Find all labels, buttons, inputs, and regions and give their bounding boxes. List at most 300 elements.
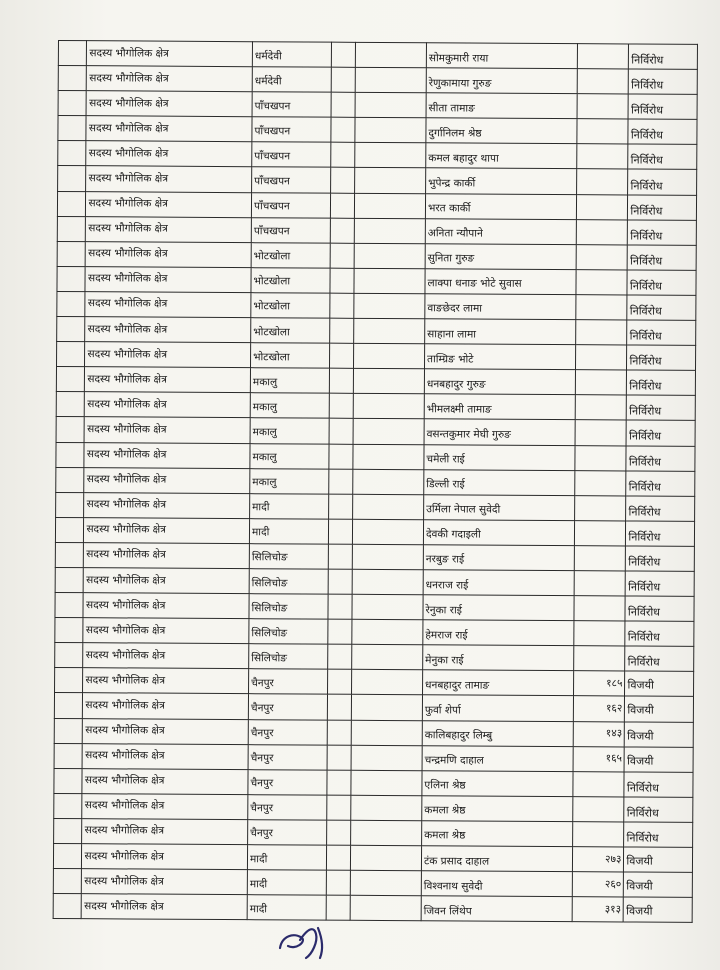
empty-cell — [329, 393, 353, 418]
table-row — [56, 392, 695, 421]
result-status: निर्विरोध — [628, 580, 661, 594]
empty-cell — [327, 720, 351, 745]
place-text: सिलिचोङ — [251, 576, 288, 589]
post-text: सदस्य भौगोलिक क्षेत्र — [86, 448, 167, 461]
empty-cell — [351, 795, 422, 821]
post-text: सदस्य भौगोलिक क्षेत्र — [84, 874, 164, 888]
table-row — [55, 542, 694, 571]
result-cell — [629, 44, 698, 70]
post-text: सदस्य भौगोलिक क्षेत्र — [86, 548, 166, 562]
post-cell — [85, 292, 251, 318]
place-text: मकालु — [252, 476, 277, 489]
votes-cell — [574, 546, 626, 571]
empty-cell — [328, 569, 352, 594]
table-row — [56, 467, 695, 496]
place-text: पाँचखपन — [253, 225, 290, 238]
candidate-name: टंक प्रसाद दाहाल — [423, 854, 490, 868]
votes-count: ३१३ — [604, 903, 622, 916]
votes-cell — [576, 219, 628, 244]
candidate-name-cell — [425, 243, 576, 269]
empty-cell — [329, 419, 353, 444]
place-text: मादी — [252, 501, 270, 514]
candidate-name-cell — [424, 369, 575, 395]
place-text: चैनपुर — [251, 677, 274, 690]
place-text: चैनपुर — [250, 802, 274, 815]
table-row — [57, 266, 696, 295]
empty-cell — [328, 619, 352, 644]
table-row — [56, 367, 695, 396]
post-text: सदस्य भौगोलिक क्षेत्र — [86, 573, 166, 587]
candidate-name-cell — [422, 796, 573, 822]
empty-cell — [355, 143, 426, 169]
candidate-name-cell — [421, 896, 572, 922]
empty-cell — [354, 243, 425, 269]
votes-cell — [576, 295, 628, 320]
empty-cell — [352, 645, 423, 671]
empty-cell — [354, 293, 425, 319]
table-row — [58, 91, 697, 120]
table-row — [58, 141, 697, 170]
empty-cell — [352, 720, 423, 746]
post-cell — [86, 241, 252, 267]
candidate-name: उर्मिला नेपाल सुवेदी — [426, 503, 501, 516]
table-row — [57, 317, 696, 346]
serial-cell — [57, 241, 86, 266]
candidate-name-cell — [425, 193, 576, 219]
votes-cell — [577, 44, 629, 69]
handwritten-signature — [272, 918, 342, 960]
empty-cell — [330, 268, 354, 293]
result-cell — [626, 445, 695, 471]
post-cell — [85, 317, 251, 343]
place-cell — [251, 268, 330, 294]
post-text: सदस्य भौगोलिक क्षेत्र — [87, 347, 168, 361]
votes-cell — [577, 94, 629, 119]
result-status: विजयी — [626, 754, 654, 768]
result-status: विजयी — [626, 854, 653, 868]
candidate-name-cell — [424, 344, 575, 370]
serial-cell — [57, 291, 86, 316]
place-text: सिलिचोङ — [251, 551, 288, 564]
candidate-name-cell — [421, 846, 572, 872]
result-cell — [624, 897, 693, 923]
votes-cell — [574, 495, 626, 520]
empty-cell — [353, 494, 424, 520]
result-cell — [628, 195, 697, 221]
result-status: निर्विरोध — [630, 103, 664, 117]
result-cell — [625, 722, 694, 748]
empty-cell — [330, 218, 354, 243]
candidate-name-cell — [426, 168, 577, 194]
serial-cell — [56, 367, 85, 392]
place-cell — [252, 92, 331, 118]
table-row — [57, 342, 696, 371]
empty-cell — [327, 745, 351, 770]
place-text: मकालु — [252, 375, 278, 389]
table-row — [54, 768, 693, 797]
empty-cell — [353, 444, 424, 470]
table-row — [55, 668, 694, 697]
candidate-name: सीता तामाङ — [428, 101, 475, 115]
post-text: सदस्य भौगोलिक क्षेत्र — [88, 172, 169, 185]
serial-cell — [57, 216, 86, 241]
serial-cell — [54, 693, 83, 718]
place-text: पाँचखपन — [254, 125, 291, 138]
post-cell — [84, 568, 250, 594]
place-text: मादी — [249, 852, 268, 865]
result-status: विजयी — [627, 703, 654, 718]
place-cell — [250, 393, 329, 419]
table-row — [56, 417, 695, 446]
empty-cell — [354, 343, 425, 369]
serial-cell — [58, 41, 87, 66]
votes-cell — [576, 244, 628, 269]
result-status: निर्विरोध — [631, 53, 664, 67]
post-text: सदस्य भौगोलिक क्षेत्र — [85, 724, 165, 737]
votes-count: १६५ — [605, 752, 623, 765]
place-text: चैनपुर — [250, 777, 274, 790]
table-row — [55, 567, 694, 596]
place-text: सिलिचोङ — [251, 651, 288, 665]
post-cell — [85, 417, 251, 443]
candidate-name-cell — [425, 269, 576, 295]
table-row — [55, 593, 694, 622]
candidate-name: चन्द्रमणि दाहाल — [424, 754, 484, 767]
candidate-name-cell — [426, 43, 577, 69]
candidate-name: साहाना लामा — [427, 327, 477, 341]
post-cell — [85, 392, 251, 418]
serial-cell — [56, 492, 85, 517]
empty-cell — [331, 143, 355, 168]
result-status: निर्विरोध — [629, 279, 663, 293]
candidate-name: डिल्ली राई — [426, 478, 465, 491]
place-cell — [250, 443, 329, 469]
result-cell — [624, 797, 693, 823]
result-cell — [624, 847, 693, 873]
serial-cell — [58, 116, 87, 141]
post-text: सदस्य भौगोलिक क्षेत्र — [86, 523, 166, 536]
votes-cell — [575, 370, 627, 395]
post-cell — [84, 517, 250, 543]
empty-cell — [354, 394, 425, 420]
votes-cell — [573, 696, 625, 721]
empty-cell — [327, 795, 351, 820]
result-status: निर्विरोध — [630, 128, 663, 143]
post-cell — [83, 593, 249, 619]
votes-cell — [577, 69, 629, 94]
serial-cell — [55, 593, 84, 618]
empty-cell — [328, 670, 352, 695]
candidate-name: धनराज राई — [425, 578, 469, 592]
table-row — [58, 41, 697, 70]
empty-cell — [328, 594, 352, 619]
result-cell — [625, 696, 694, 722]
results-table-body — [53, 41, 697, 923]
empty-cell — [351, 845, 422, 871]
votes-cell — [572, 822, 624, 847]
result-cell — [628, 245, 697, 271]
candidate-name: लाक्पा धनाङ भोटे सुवास — [427, 277, 522, 291]
empty-cell — [355, 193, 426, 219]
candidate-name: भीमलक्ष्मी तामाङ — [426, 403, 492, 416]
empty-cell — [351, 745, 422, 771]
candidate-name-cell — [423, 570, 574, 596]
empty-cell — [352, 569, 423, 595]
votes-cell — [572, 897, 624, 922]
serial-cell — [57, 266, 86, 291]
candidate-name-cell — [422, 670, 573, 696]
place-text: सिलिचोङ — [251, 626, 288, 640]
candidate-name: भरत कार्की — [427, 202, 471, 215]
votes-cell — [576, 194, 628, 219]
place-text: मादी — [249, 877, 268, 890]
votes-cell — [574, 470, 626, 495]
post-text: सदस्य भौगोलिक क्षेत्र — [88, 147, 169, 160]
result-status: निर्विरोध — [628, 455, 661, 469]
place-text: भोटखोला — [253, 350, 290, 364]
table-row — [54, 793, 693, 822]
candidate-name-cell — [423, 645, 574, 671]
result-cell — [626, 420, 695, 446]
candidate-name-cell — [423, 520, 574, 546]
post-cell — [87, 66, 253, 92]
place-cell — [248, 744, 327, 770]
candidate-name: विश्वनाथ सुवेदी — [423, 879, 483, 893]
post-cell — [85, 367, 251, 393]
serial-cell — [53, 843, 82, 868]
post-text: सदस्य भौगोलिक क्षेत्र — [85, 598, 166, 612]
serial-cell — [56, 467, 85, 492]
post-cell — [83, 693, 249, 719]
post-text: सदस्य भौगोलिक क्षेत्र — [87, 322, 168, 336]
result-cell — [627, 320, 696, 346]
result-cell — [627, 270, 696, 296]
candidate-name-cell — [423, 595, 574, 621]
post-cell — [87, 91, 253, 117]
result-status: निर्विरोध — [630, 153, 663, 168]
table-row — [57, 291, 696, 320]
empty-cell — [351, 870, 422, 896]
votes-cell — [574, 571, 626, 596]
place-cell — [249, 644, 328, 670]
table-row — [54, 818, 693, 847]
post-cell — [82, 793, 248, 819]
post-text: सदस्य भौगोलिक क्षेत्र — [87, 398, 167, 411]
post-text: सदस्य भौगोलिक क्षेत्र — [88, 197, 168, 210]
place-text: भोटखोला — [253, 250, 291, 263]
empty-cell — [356, 67, 427, 93]
place-cell — [252, 42, 331, 68]
candidate-name: वाङछेदर लामा — [427, 302, 483, 316]
empty-cell — [353, 469, 424, 495]
serial-cell — [53, 869, 82, 894]
serial-cell — [58, 66, 87, 91]
candidate-name: नरबुङ राई — [425, 553, 465, 566]
result-cell — [624, 872, 693, 898]
candidate-name-cell — [424, 444, 575, 470]
candidate-name-cell — [426, 118, 577, 144]
votes-count: २७३ — [605, 852, 622, 866]
post-text: सदस्य भौगोलिक क्षेत्र — [85, 749, 165, 762]
candidate-name-cell — [424, 469, 575, 495]
place-text: चैनपुर — [250, 827, 273, 840]
candidate-name: वसन्तकुमार मेघी गुरुङ — [426, 428, 511, 441]
post-cell — [82, 869, 248, 895]
post-cell — [86, 166, 252, 192]
result-status: विजयी — [626, 879, 653, 893]
empty-cell — [331, 193, 355, 218]
empty-cell — [355, 93, 426, 119]
table-row — [57, 191, 696, 220]
candidate-name: रेणुकामाया गुरुङ — [428, 76, 492, 90]
candidate-name: देवकी गदाइली — [425, 528, 481, 541]
post-cell — [82, 768, 248, 794]
candidate-name: कमला श्रेष्ठ — [424, 804, 466, 817]
table-row — [57, 241, 696, 270]
votes-cell — [576, 169, 628, 194]
post-text: सदस्य भौगोलिक क्षेत्र — [85, 699, 165, 712]
post-cell — [83, 668, 249, 694]
place-cell — [247, 895, 326, 921]
candidate-name-cell — [425, 319, 576, 345]
place-text: धर्मदेवी — [254, 74, 282, 88]
place-cell — [250, 418, 329, 444]
table-row — [58, 116, 697, 145]
empty-cell — [326, 895, 350, 920]
serial-cell — [55, 517, 84, 542]
result-cell — [626, 496, 695, 522]
table-row — [54, 718, 693, 747]
result-cell — [628, 94, 697, 120]
result-status: विजयी — [626, 904, 653, 918]
empty-cell — [327, 845, 351, 870]
place-text: चैनपुर — [250, 702, 274, 715]
place-text: मकालु — [252, 426, 277, 439]
empty-cell — [355, 218, 426, 244]
table-row — [54, 693, 693, 722]
place-cell — [252, 142, 331, 168]
empty-cell — [351, 820, 422, 846]
empty-cell — [327, 695, 351, 720]
result-cell — [627, 395, 696, 421]
result-status: निर्विरोध — [628, 530, 661, 544]
result-cell — [628, 144, 697, 170]
votes-count: १४३ — [605, 727, 623, 740]
result-status: निर्विरोध — [631, 78, 664, 92]
result-cell — [625, 671, 694, 697]
place-cell — [249, 619, 328, 645]
place-cell — [248, 820, 327, 846]
empty-cell — [353, 519, 424, 545]
serial-cell — [55, 618, 84, 643]
post-text: सदस्य भौगोलिक क्षेत्र — [84, 899, 164, 913]
candidate-name: अनिता न्यौपाने — [427, 227, 483, 240]
place-text: पाँचखपन — [254, 150, 291, 163]
result-status: निर्विरोध — [627, 655, 660, 669]
candidate-name: कालिबहादुर लिम्बु — [424, 729, 493, 742]
post-cell — [84, 543, 250, 569]
result-cell — [624, 772, 693, 798]
serial-cell — [54, 768, 83, 793]
result-status: निर्विरोध — [629, 379, 662, 393]
result-cell — [628, 169, 697, 195]
place-text: सिलिचोङ — [251, 601, 288, 615]
empty-cell — [331, 168, 355, 193]
empty-cell — [354, 268, 425, 294]
result-cell — [629, 69, 698, 95]
place-cell — [249, 594, 328, 620]
post-cell — [83, 718, 249, 744]
candidate-name-cell — [425, 294, 576, 320]
table-row — [58, 66, 697, 95]
result-status: निर्विरोध — [628, 505, 661, 519]
place-cell — [252, 67, 331, 93]
candidate-name: दुर्गानिलम श्रेष्ठ — [428, 127, 482, 140]
post-cell — [85, 342, 251, 368]
serial-cell — [55, 668, 84, 693]
place-text: पाँचखपन — [253, 200, 290, 213]
place-text: पाँचखपन — [254, 99, 291, 113]
empty-cell — [353, 544, 424, 570]
result-cell — [624, 822, 693, 848]
votes-cell — [573, 771, 625, 796]
post-cell — [82, 844, 248, 870]
candidate-name-cell — [421, 871, 572, 897]
place-cell — [252, 167, 331, 193]
result-cell — [626, 571, 695, 597]
empty-cell — [329, 519, 353, 544]
empty-cell — [327, 820, 351, 845]
place-cell — [251, 217, 330, 243]
place-cell — [251, 318, 330, 344]
post-cell — [83, 643, 249, 669]
table-row — [53, 894, 692, 923]
candidate-name: सोमकुमारी राया — [428, 51, 489, 65]
result-status: निर्विरोध — [628, 555, 661, 569]
table-row — [58, 166, 697, 195]
votes-cell — [574, 596, 626, 621]
post-text: सदस्य भौगोलिक क्षेत्र — [89, 71, 169, 85]
result-status: निर्विरोध — [627, 630, 660, 644]
votes-cell — [575, 345, 627, 370]
result-cell — [626, 521, 695, 547]
candidate-name: कमला श्रेष्ठ — [424, 829, 466, 842]
empty-cell — [331, 117, 355, 142]
post-text: सदस्य भौगोलिक क्षेत्र — [89, 96, 169, 110]
votes-cell — [573, 646, 625, 671]
result-status: निर्विरोध — [629, 304, 662, 318]
result-cell — [625, 621, 694, 647]
post-text: सदस्य भौगोलिक क्षेत्र — [87, 372, 167, 386]
empty-cell — [353, 419, 424, 445]
post-text: सदस्य भौगोलिक क्षेत्र — [88, 122, 169, 135]
post-cell — [82, 894, 248, 920]
place-cell — [251, 343, 330, 369]
candidate-name: एलिना श्रेष्ठ — [424, 779, 466, 792]
post-cell — [86, 216, 252, 242]
post-text: सदस्य भौगोलिक क्षेत्र — [87, 423, 167, 436]
results-table — [53, 40, 698, 923]
empty-cell — [352, 619, 423, 645]
place-cell — [250, 368, 329, 394]
place-text: चैनपुर — [250, 752, 274, 765]
post-text: सदस्य भौगोलिक क्षेत्र — [88, 222, 168, 235]
serial-cell — [58, 166, 87, 191]
post-text: सदस्य भौगोलिक क्षेत्र — [87, 272, 168, 286]
votes-cell — [574, 520, 626, 545]
candidate-name: चमेली राई — [426, 453, 465, 466]
votes-cell — [572, 847, 624, 872]
